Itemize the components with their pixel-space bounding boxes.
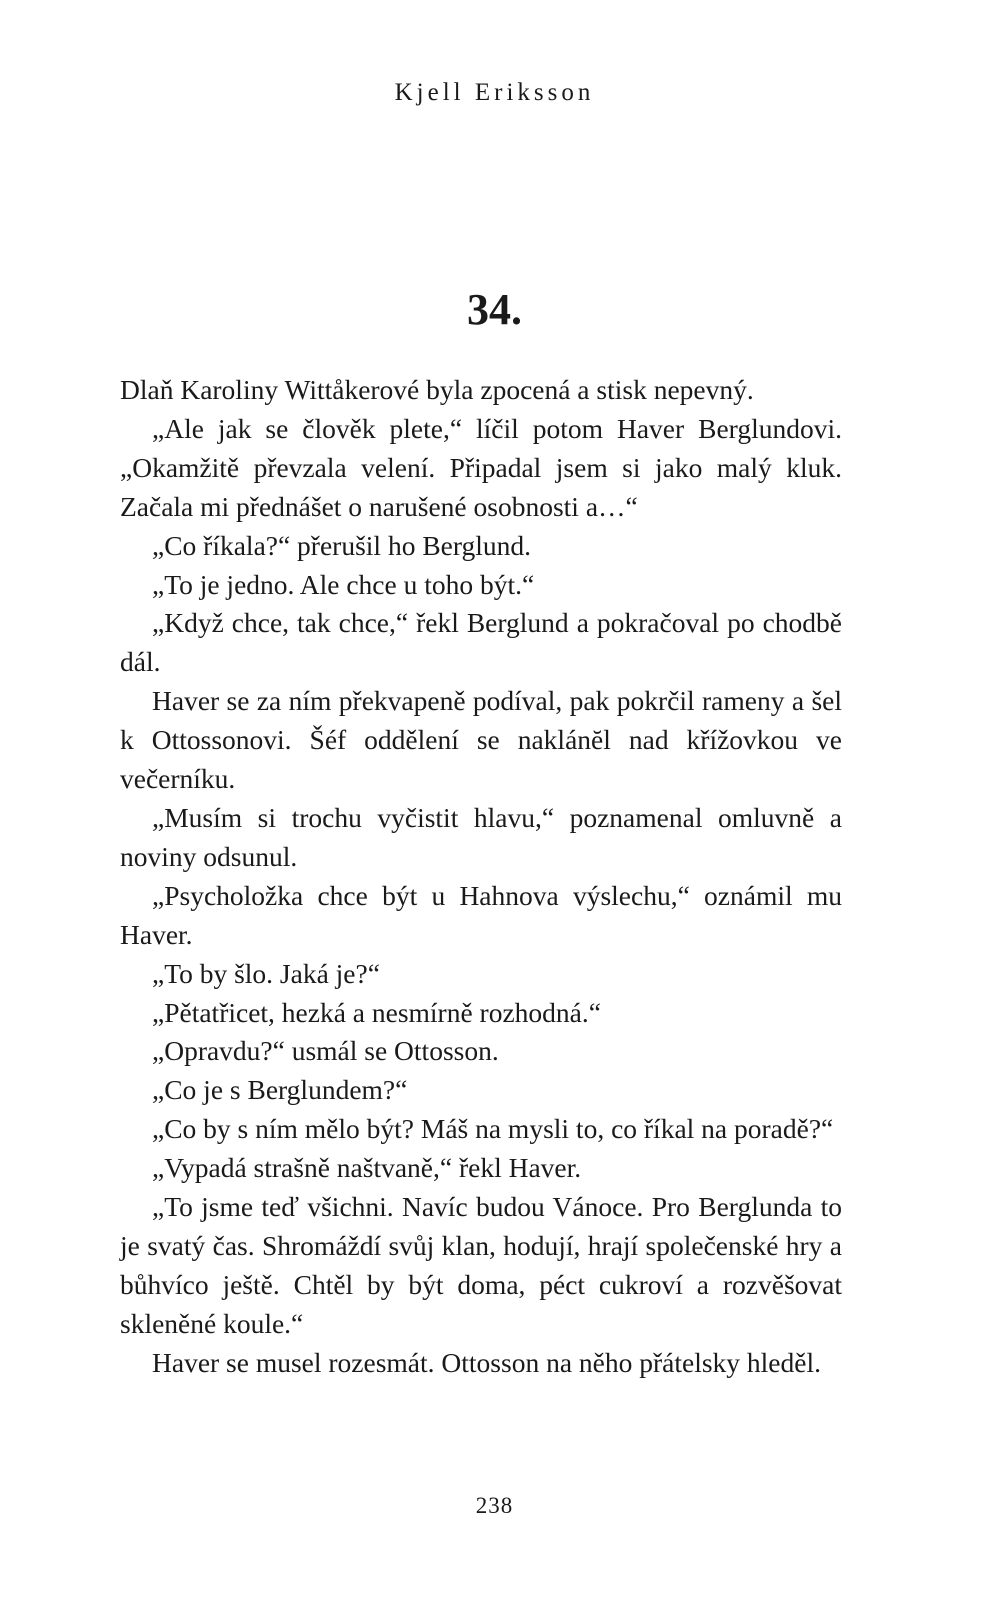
paragraph: „Když chce, tak chce,“ řekl Berglund a pokračoval po chodbě dál. (120, 607, 842, 678)
paragraph: Dlaň Karoliny Wittåkerové byla zpocená a stisk nepevný. (120, 374, 754, 405)
page-number: 238 (475, 1493, 514, 1518)
paragraph: „Co by s ním mělo být? Máš na mysli to, co říkal na poradě?“ (152, 1113, 834, 1145)
paragraph: „Musím si trochu vyčistit hlavu,“ poznamenal omluvně a noviny odsunul. (120, 801, 842, 872)
paragraph: „To by šlo. Jaká je?“ (152, 957, 380, 989)
paragraph: „To jsme teď všichni. Navíc budou Vánoce. Pro Berglunda to je svatý čas. Shromáždí svůj klan, hodují, hrají společenské hry a bůhvíco ještě. Chtěl by být doma, péct cukroví a rozvěšovat skleněné koule.“ (120, 1191, 842, 1339)
paragraph: „To je jedno. Ale chce u toho být.“ (152, 568, 535, 600)
paragraph: „Psycholožka chce být u Hahnova výslechu,“ oznámil mu Haver. (120, 879, 842, 950)
paragraph: „Ale jak se člověk plete,“ líčil potom Haver Berglundovi. „Okamžitě převzala velení. Připadal jsem si jako malý kluk. Začala mi přednášet o narušené osobnosti a…“ (120, 412, 842, 522)
paragraph: Haver se za ním překvapeně podíval, pak pokrčil rameny a šel k Ottossonovi. Šéf oddělení se naklánĕl nad křížovkou ve večerníku. (120, 685, 842, 795)
paragraph: „Co je s Berglundem?“ (152, 1074, 408, 1106)
paragraph: Haver se musel rozesmát. Ottosson na něho přátelsky hleděl. (152, 1346, 821, 1378)
paragraph: „Pětatřicet, hezká a nesmírně rozhodná.“ (152, 996, 601, 1028)
chapter-number: 34. (467, 285, 522, 334)
paragraph: „Opravdu?“ usmál se Ottosson. (152, 1035, 499, 1067)
running-head-author: Kjell Eriksson (394, 79, 595, 106)
paragraph: „Vypadá strašně naštvaně,“ řekl Haver. (152, 1152, 582, 1184)
chapter-body (120, 371, 842, 1383)
paragraph: „Co říkala?“ přerušil ho Berglund. (152, 529, 532, 561)
